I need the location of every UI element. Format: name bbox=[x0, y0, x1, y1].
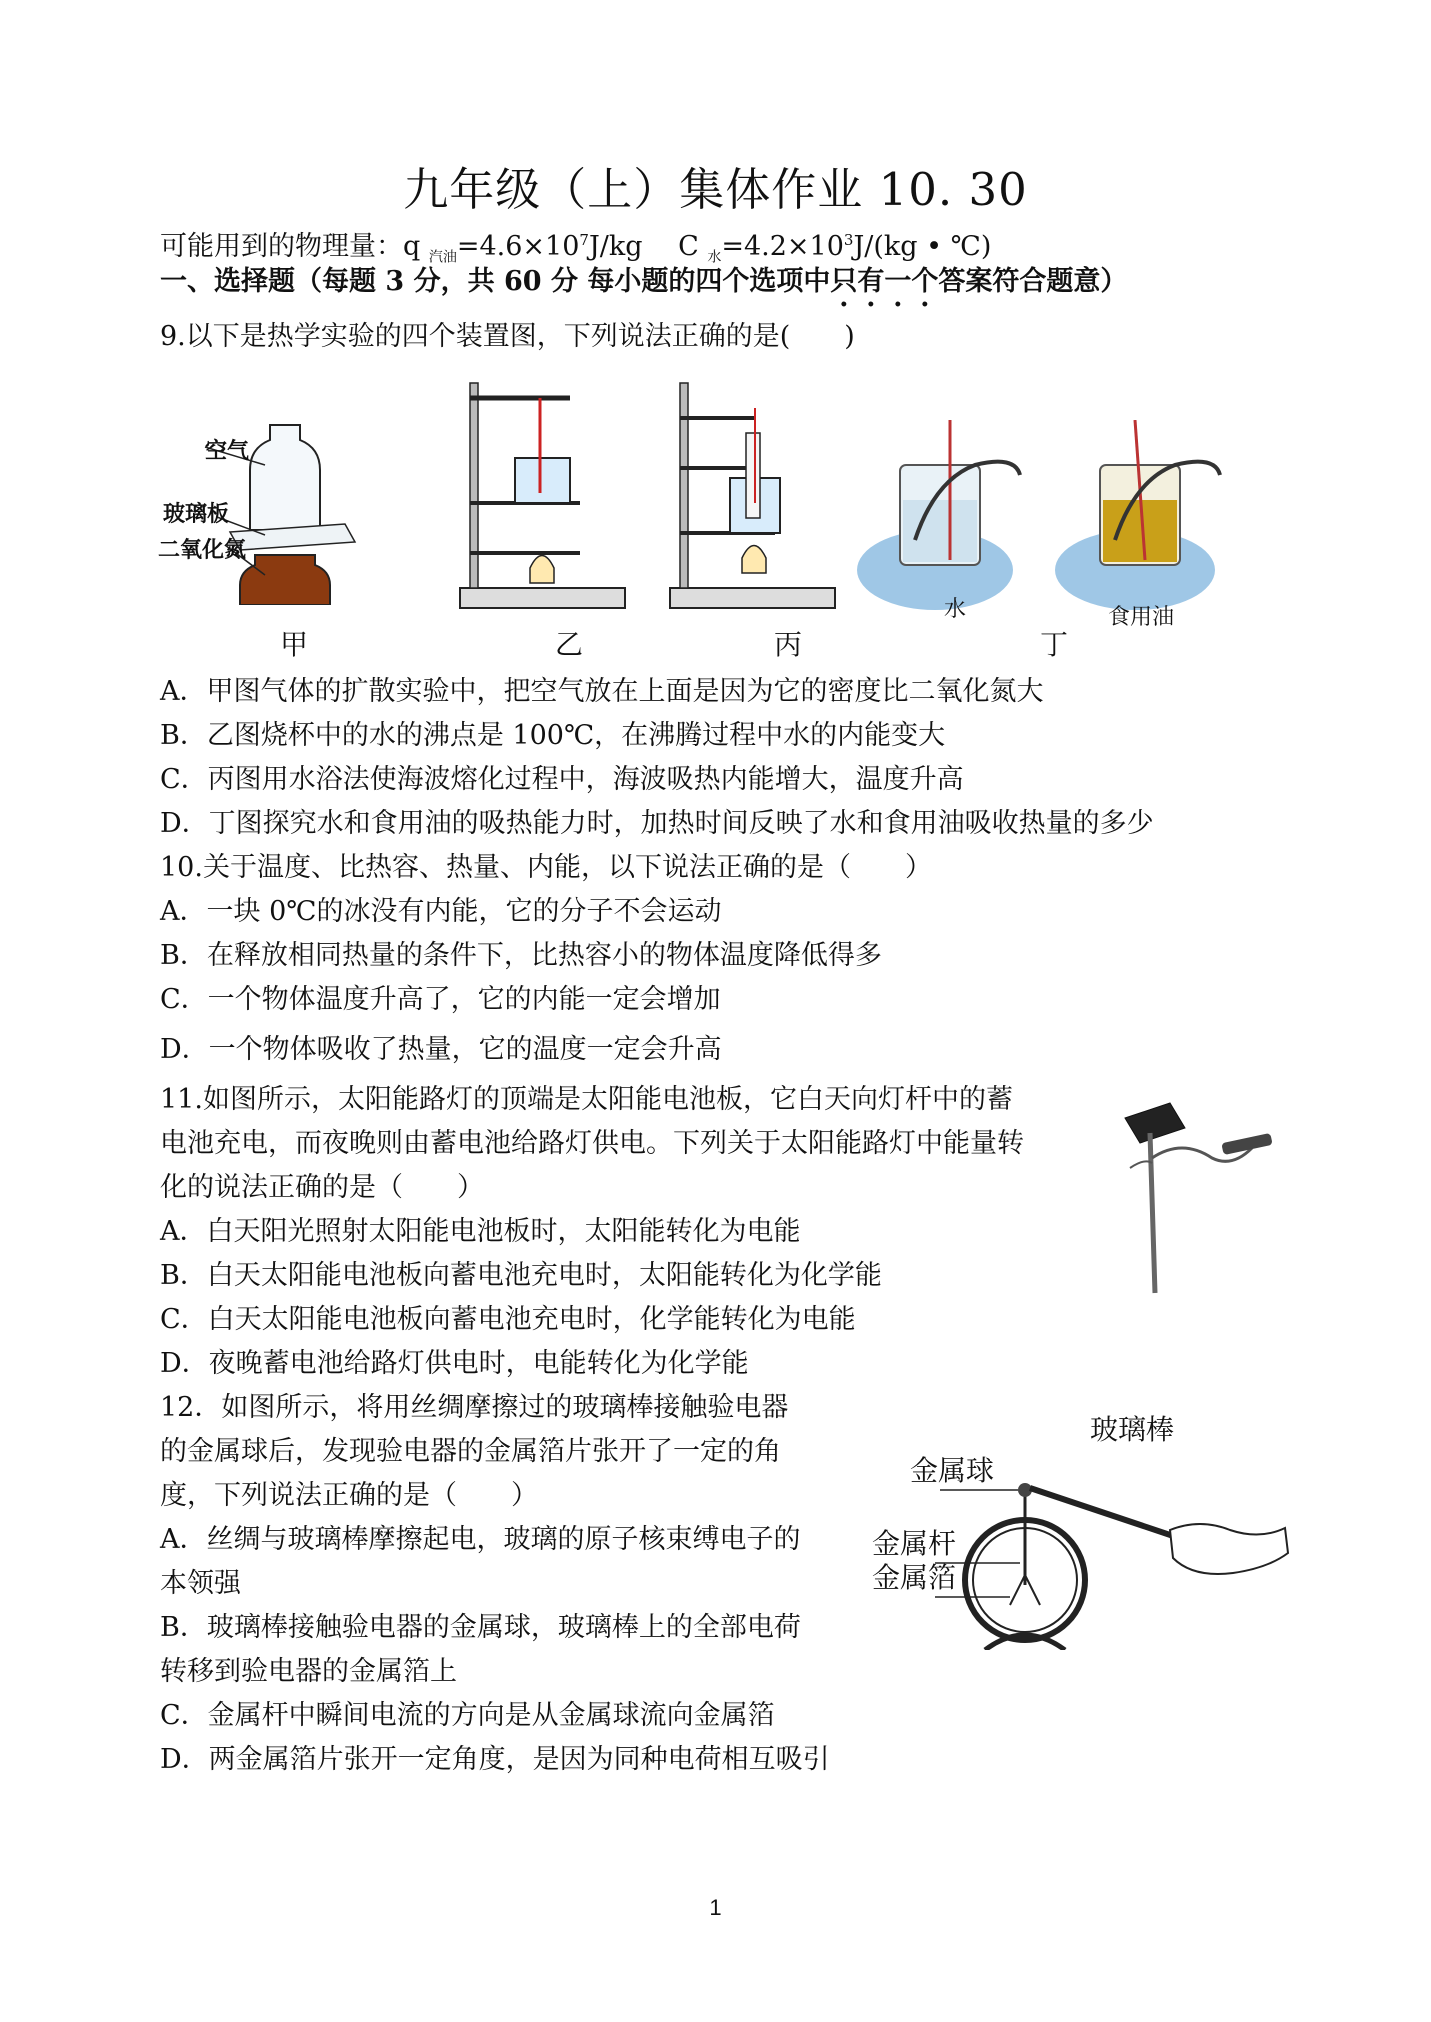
caption-jia: 甲 bbox=[280, 628, 309, 661]
q12-stem-line-3: 度，下列说法正确的是（ ） bbox=[160, 1480, 538, 1511]
c-subscript: 水 bbox=[707, 249, 722, 266]
q10-option-a: A．一块 0℃的冰没有内能，它的分子不会运动 bbox=[160, 896, 722, 927]
label-metal-rod: 金属杆 bbox=[872, 1527, 957, 1560]
q12-option-b-line-1: B．玻璃棒接触验电器的金属球，玻璃棒上的全部电荷 bbox=[160, 1612, 801, 1643]
q11-stem-line-1: 11.如图所示，太阳能路灯的顶端是太阳能电池板，它白天向灯杆中的蓄 bbox=[160, 1084, 1013, 1115]
caption-ding: 丁 bbox=[1040, 628, 1069, 661]
constants-prefix: 可能用到的物理量：q bbox=[160, 231, 429, 262]
page-number: 1 bbox=[709, 1895, 722, 1920]
q9-figure-ding bbox=[855, 420, 1245, 620]
q11-stem-line-2: 电池充电，而夜晚则由蓄电池给路灯供电。下列关于太阳能路灯中能量转 bbox=[160, 1128, 1024, 1159]
q9-option-a: A．甲图气体的扩散实验中，把空气放在上面是因为它的密度比二氧化氮大 bbox=[160, 676, 1044, 707]
q12-stem-line-2: 的金属球后，发现验电器的金属箔片张开了一定的角 bbox=[160, 1436, 781, 1467]
solar-streetlight-figure bbox=[1110, 1098, 1280, 1298]
section-heading-emphasis: 只有一个 bbox=[830, 266, 939, 297]
q11-option-b: B．白天太阳能电池板向蓄电池充电时，太阳能转化为化学能 bbox=[160, 1260, 882, 1291]
q11-option-a: A．白天阳光照射太阳能电池板时，太阳能转化为电能 bbox=[160, 1216, 801, 1247]
section-heading-part-1: 一、选择题（每题 3 分，共 60 分 每小题的四个选项中 bbox=[160, 266, 831, 297]
label-water: 水 bbox=[944, 597, 967, 622]
q12-option-c: C．金属杆中瞬间电流的方向是从金属球流向金属箔 bbox=[160, 1700, 775, 1731]
q10-option-b: B．在释放相同热量的条件下，比热容小的物体温度降低得多 bbox=[160, 940, 882, 971]
q11-option-d: D．夜晚蓄电池给路灯供电时，电能转化为化学能 bbox=[160, 1348, 749, 1379]
c-unit: J/(kg • ℃) bbox=[853, 231, 992, 262]
caption-bing: 丙 bbox=[774, 628, 803, 661]
q12-option-a-line-1: A．丝绸与玻璃棒摩擦起电，玻璃的原子核束缚电子的 bbox=[160, 1524, 801, 1555]
q12-option-d: D．两金属箔片张开一定角度，是因为同种电荷相互吸引 bbox=[160, 1744, 830, 1775]
q9-option-b: B．乙图烧杯中的水的沸点是 100℃，在沸腾过程中水的内能变大 bbox=[160, 720, 946, 751]
label-no2: 二氧化氮 bbox=[158, 537, 247, 563]
q9-option-c: C．丙图用水浴法使海波熔化过程中，海波吸热内能增大，温度升高 bbox=[160, 764, 964, 795]
q-exponent: 7 bbox=[579, 231, 589, 249]
q10-stem: 10.关于温度、比热容、热量、内能，以下说法正确的是（ ） bbox=[160, 852, 932, 883]
q-value: =4.6×10 bbox=[456, 231, 580, 262]
page-title: 九年级（上）集体作业 10. 30 bbox=[403, 163, 1028, 216]
section-heading-part-2: 答案符合题意） bbox=[938, 266, 1128, 297]
q10-option-c: C．一个物体温度升高了，它的内能一定会增加 bbox=[160, 984, 721, 1015]
q-unit: J/kg C bbox=[588, 231, 708, 262]
q9-stem: 9.以下是热学实验的四个装置图，下列说法正确的是( ) bbox=[160, 321, 855, 352]
caption-yi: 乙 bbox=[555, 628, 584, 661]
q-subscript: 汽油 bbox=[428, 249, 457, 266]
q9-figure-yi bbox=[450, 378, 630, 613]
section-heading bbox=[160, 262, 1127, 313]
label-air: 空气 bbox=[205, 438, 250, 464]
label-glass-rod: 玻璃棒 bbox=[1090, 1413, 1175, 1446]
label-oil: 食用油 bbox=[1108, 605, 1175, 630]
q11-stem-line-3: 化的说法正确的是（ ） bbox=[160, 1172, 484, 1203]
q9-figure-bing bbox=[660, 378, 840, 613]
label-metal-ball: 金属球 bbox=[910, 1454, 995, 1487]
q9-option-d: D．丁图探究水和食用油的吸热能力时，加热时间反映了水和食用油吸收热量的多少 bbox=[160, 808, 1154, 839]
label-glass-plate: 玻璃板 bbox=[163, 501, 230, 527]
q10-option-d: D．一个物体吸收了热量，它的温度一定会升高 bbox=[160, 1034, 722, 1065]
q12-stem-line-1: 12．如图所示，将用丝绸摩擦过的玻璃棒接触验电器 bbox=[160, 1392, 789, 1423]
q12-option-a-line-2: 本领强 bbox=[160, 1568, 241, 1599]
c-exponent: 3 bbox=[843, 231, 854, 249]
q11-option-c: C．白天太阳能电池板向蓄电池充电时，化学能转化为电能 bbox=[160, 1304, 856, 1335]
c-value: =4.2×10 bbox=[721, 231, 844, 262]
label-metal-foil: 金属箔 bbox=[872, 1561, 957, 1594]
q12-option-b-line-2: 转移到验电器的金属箔上 bbox=[160, 1656, 457, 1687]
